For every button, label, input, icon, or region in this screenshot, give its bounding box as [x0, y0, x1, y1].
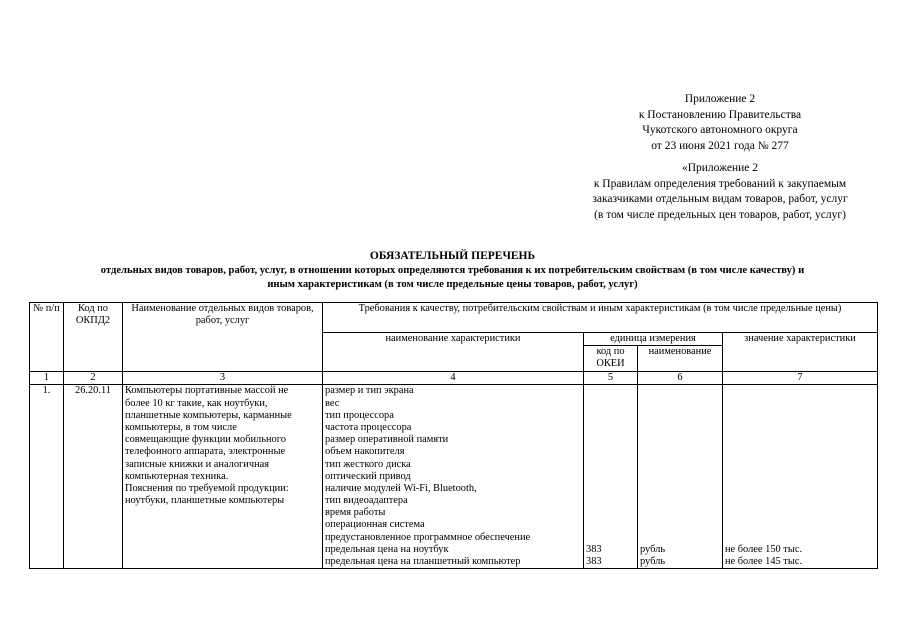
appendix-rules-header	[560, 161, 880, 223]
unit-name	[640, 519, 720, 531]
characteristic-value	[725, 398, 875, 410]
row-name-line: более 10 кг такие, как ноутбуки,	[125, 397, 268, 409]
characteristic-name: частота процессора	[325, 421, 412, 433]
appendix-header-line: от 23 июня 2021 года № 277	[651, 139, 789, 152]
characteristic-value	[725, 532, 875, 544]
row-name-line: Компьютеры портативные массой не	[125, 385, 289, 397]
okei-code	[586, 471, 635, 483]
title-line-2: отдельных видов товаров, работ, услуг, в отношении которых определяются требования к их потребительским свойствам (в том числе качеству) и	[100, 265, 805, 276]
okei-code	[586, 422, 635, 434]
characteristic-value	[725, 507, 875, 519]
header-char-name: наименование характеристики	[323, 333, 584, 372]
column-number: 1	[30, 372, 64, 385]
characteristic-name: размер оперативной памяти	[325, 434, 449, 446]
characteristic-name: объем накопителя	[325, 446, 405, 458]
unit-name	[640, 459, 720, 471]
characteristic-value	[725, 483, 875, 495]
requirements-table	[29, 302, 878, 569]
characteristic-value	[725, 495, 875, 507]
okei-code	[586, 495, 635, 507]
unit-name	[640, 385, 720, 397]
unit-name	[640, 434, 720, 446]
characteristic-value	[725, 422, 875, 434]
characteristic-value	[725, 446, 875, 458]
title-line-3: иным характеристикам (в том числе предельные цены товаров, работ, услуг)	[267, 279, 638, 290]
header-requirements: Требования к качеству, потребительским свойствам и иным характеристикам (в том числе предельные цены)	[323, 303, 878, 333]
column-number: 6	[638, 372, 723, 385]
okei-code	[586, 519, 635, 531]
unit-name	[640, 410, 720, 422]
okei-code	[586, 434, 635, 446]
appendix-rules-line: «Приложение 2	[681, 162, 759, 174]
okei-code	[586, 532, 635, 544]
okei-code	[586, 446, 635, 458]
characteristic-name: тип жесткого диска	[325, 458, 411, 470]
unit-name	[640, 495, 720, 507]
header-unit: единица измерения	[584, 333, 723, 346]
row-name-line: ноутбуки, планшетные компьютеры	[125, 495, 285, 507]
unit-name	[640, 422, 720, 434]
header-char-value: значение характеристики	[723, 333, 878, 372]
characteristic-name: операционная система	[325, 519, 425, 531]
okei-code	[586, 410, 635, 422]
row-name-line: компьютеры, в том числе	[125, 422, 237, 434]
characteristic-value: не более 145 тыс.	[725, 556, 803, 568]
row-name-line: записные книжки и аналогичная	[125, 458, 270, 470]
characteristic-name: тип процессора	[325, 409, 394, 421]
unit-name: рубль	[640, 556, 666, 568]
appendix-header-line: Чукотского автономного округа	[642, 124, 798, 136]
characteristic-value	[725, 385, 875, 397]
row-name-line: компьютерная техника.	[125, 470, 229, 482]
header-okpd: Код по ОКПД2	[64, 303, 123, 372]
characteristic-name: вес	[325, 397, 340, 409]
column-numbers-row	[30, 372, 878, 385]
header-num: № п/п	[30, 303, 64, 372]
unit-name: рубль	[640, 543, 666, 555]
row-num: 1.	[30, 385, 64, 569]
column-number: 2	[64, 372, 123, 385]
characteristic-value	[725, 434, 875, 446]
unit-name	[640, 483, 720, 495]
header-name: Наименование отдельных видов товаров, работ, услуг	[123, 303, 323, 372]
okei-cell	[584, 385, 638, 569]
characteristic-name: тип видеоадаптера	[325, 495, 408, 507]
characteristic-value	[725, 471, 875, 483]
okei-code: 383	[586, 543, 602, 555]
row-okpd: 26.20.11	[64, 385, 123, 569]
okei-code	[586, 483, 635, 495]
characteristic-value: не более 150 тыс.	[725, 543, 803, 555]
characteristics-cell	[323, 385, 584, 569]
header-okei: код по ОКЕИ	[584, 346, 638, 372]
row-name-line: планшетные компьютеры, карманные	[125, 409, 292, 421]
characteristic-name: предустановленное программное обеспечение	[325, 531, 531, 543]
appendix-rules-line: (в том числе предельных цен товаров, работ, услуг)	[594, 208, 846, 221]
column-number: 4	[323, 372, 584, 385]
okei-code	[586, 507, 635, 519]
characteristic-value	[725, 459, 875, 471]
row-name-line: Пояснения по требуемой продукции:	[125, 483, 289, 495]
appendix-header-line: к Постановлению Правительства	[638, 108, 802, 121]
unit-name	[640, 446, 720, 458]
title-line-1: ОБЯЗАТЕЛЬНЫЙ ПЕРЕЧЕНЬ	[369, 250, 536, 262]
unit-name-cell	[638, 385, 723, 569]
value-cell	[723, 385, 878, 569]
characteristic-value	[725, 410, 875, 422]
characteristic-value	[725, 519, 875, 531]
row-name-line: телефонного аппарата, электронные	[125, 446, 286, 458]
row-name	[123, 385, 323, 569]
column-number: 5	[584, 372, 638, 385]
unit-name	[640, 532, 720, 544]
appendix-rules-line: к Правилам определения требований к закупаемым	[593, 177, 847, 190]
characteristic-name: оптический привод	[325, 470, 411, 482]
appendix-header-line: Приложение 2	[684, 93, 756, 105]
okei-code	[586, 459, 635, 471]
characteristic-name: наличие модулей Wi-Fi, Bluetooth,	[325, 482, 477, 494]
header-unit-name: наименование	[638, 346, 723, 372]
characteristic-name: предельная цена на планшетный компьютер	[325, 556, 521, 568]
table-row	[30, 385, 878, 569]
unit-name	[640, 398, 720, 410]
okei-code: 383	[586, 556, 602, 568]
characteristic-name: размер и тип экрана	[325, 385, 414, 397]
column-number: 7	[723, 372, 878, 385]
document-title	[20, 248, 885, 292]
okei-code	[586, 398, 635, 410]
okei-code	[586, 385, 635, 397]
unit-name	[640, 507, 720, 519]
appendix-rules-line: заказчиками отдельным видам товаров, работ, услуг	[592, 193, 848, 205]
characteristic-name: предельная цена на ноутбук	[325, 543, 449, 555]
appendix-header	[620, 92, 820, 154]
unit-name	[640, 471, 720, 483]
row-name-line: совмещающие функции мобильного	[125, 434, 286, 446]
column-number: 3	[123, 372, 323, 385]
characteristic-name: время работы	[325, 507, 386, 519]
